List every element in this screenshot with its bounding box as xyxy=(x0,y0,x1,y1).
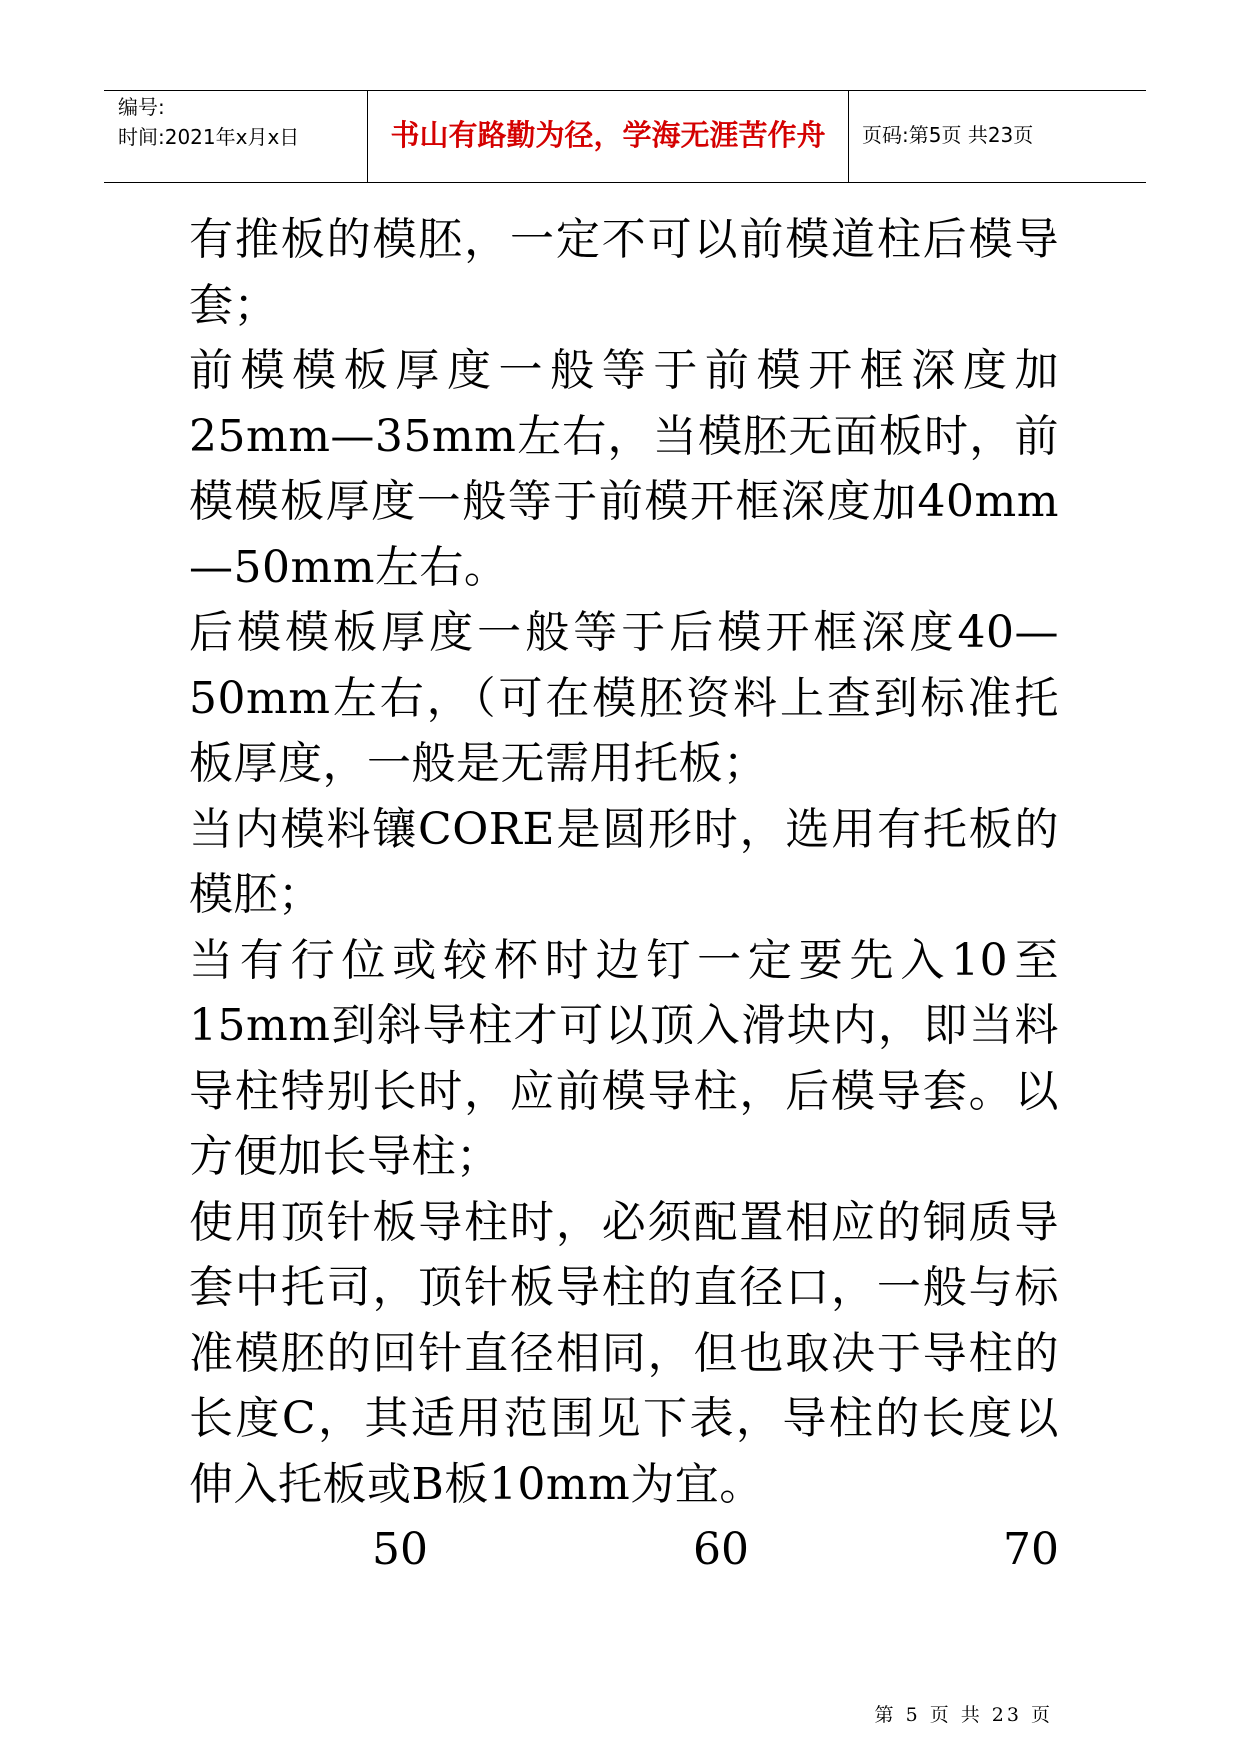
header-meta xyxy=(104,91,368,182)
document-number-label: 编号: xyxy=(118,95,165,119)
table-value: 70 xyxy=(1003,1524,1059,1575)
table-value-row xyxy=(189,1515,1059,1585)
document-body xyxy=(189,207,1059,1517)
header-motto: 书山有路勤为径，学海无涯苦作舟 xyxy=(368,91,849,182)
page-header xyxy=(104,90,1146,183)
header-page-info: 页码:第5页 共23页 xyxy=(862,123,1034,147)
document-time-label: 时间:2021年x月x日 xyxy=(118,125,300,149)
table-value: 50 xyxy=(372,1524,428,1575)
paragraph: 后模模板厚度一般等于后模开框深度40—50mm左右，（可在模胚资料上查到标准托板厚度，一般是无需用托板； xyxy=(189,607,1059,789)
page-footer: 第 5 页 共 23 页 xyxy=(874,1704,1053,1726)
paragraph: 有推板的模胚，一定不可以前模道柱后模导套； xyxy=(189,214,1059,331)
table-value: 60 xyxy=(693,1524,749,1575)
paragraph: 当有行位或较杯时边钉一定要先入10至15mm到斜导柱才可以顶入滑块内，即当料导柱特别长时，应前模导柱，后模导套。以方便加长导柱； xyxy=(189,934,1059,1182)
paragraph: 前模模板厚度一般等于前模开框深度加25mm—35mm左右，当模胚无面板时，前模模板厚度一般等于前模开框深度加40mm—50mm左右。 xyxy=(189,345,1059,593)
paragraph: 使用顶针板导柱时，必须配置相应的铜质导套中托司，顶针板导柱的直径口，一般与标准模胚的回针直径相同，但也取决于导柱的长度C，其适用范围见下表，导柱的长度以伸入托板或B板10mm为宜。 xyxy=(189,1196,1059,1510)
paragraph: 当内模料镶CORE是圆形时，选用有托板的模胚； xyxy=(189,803,1059,920)
